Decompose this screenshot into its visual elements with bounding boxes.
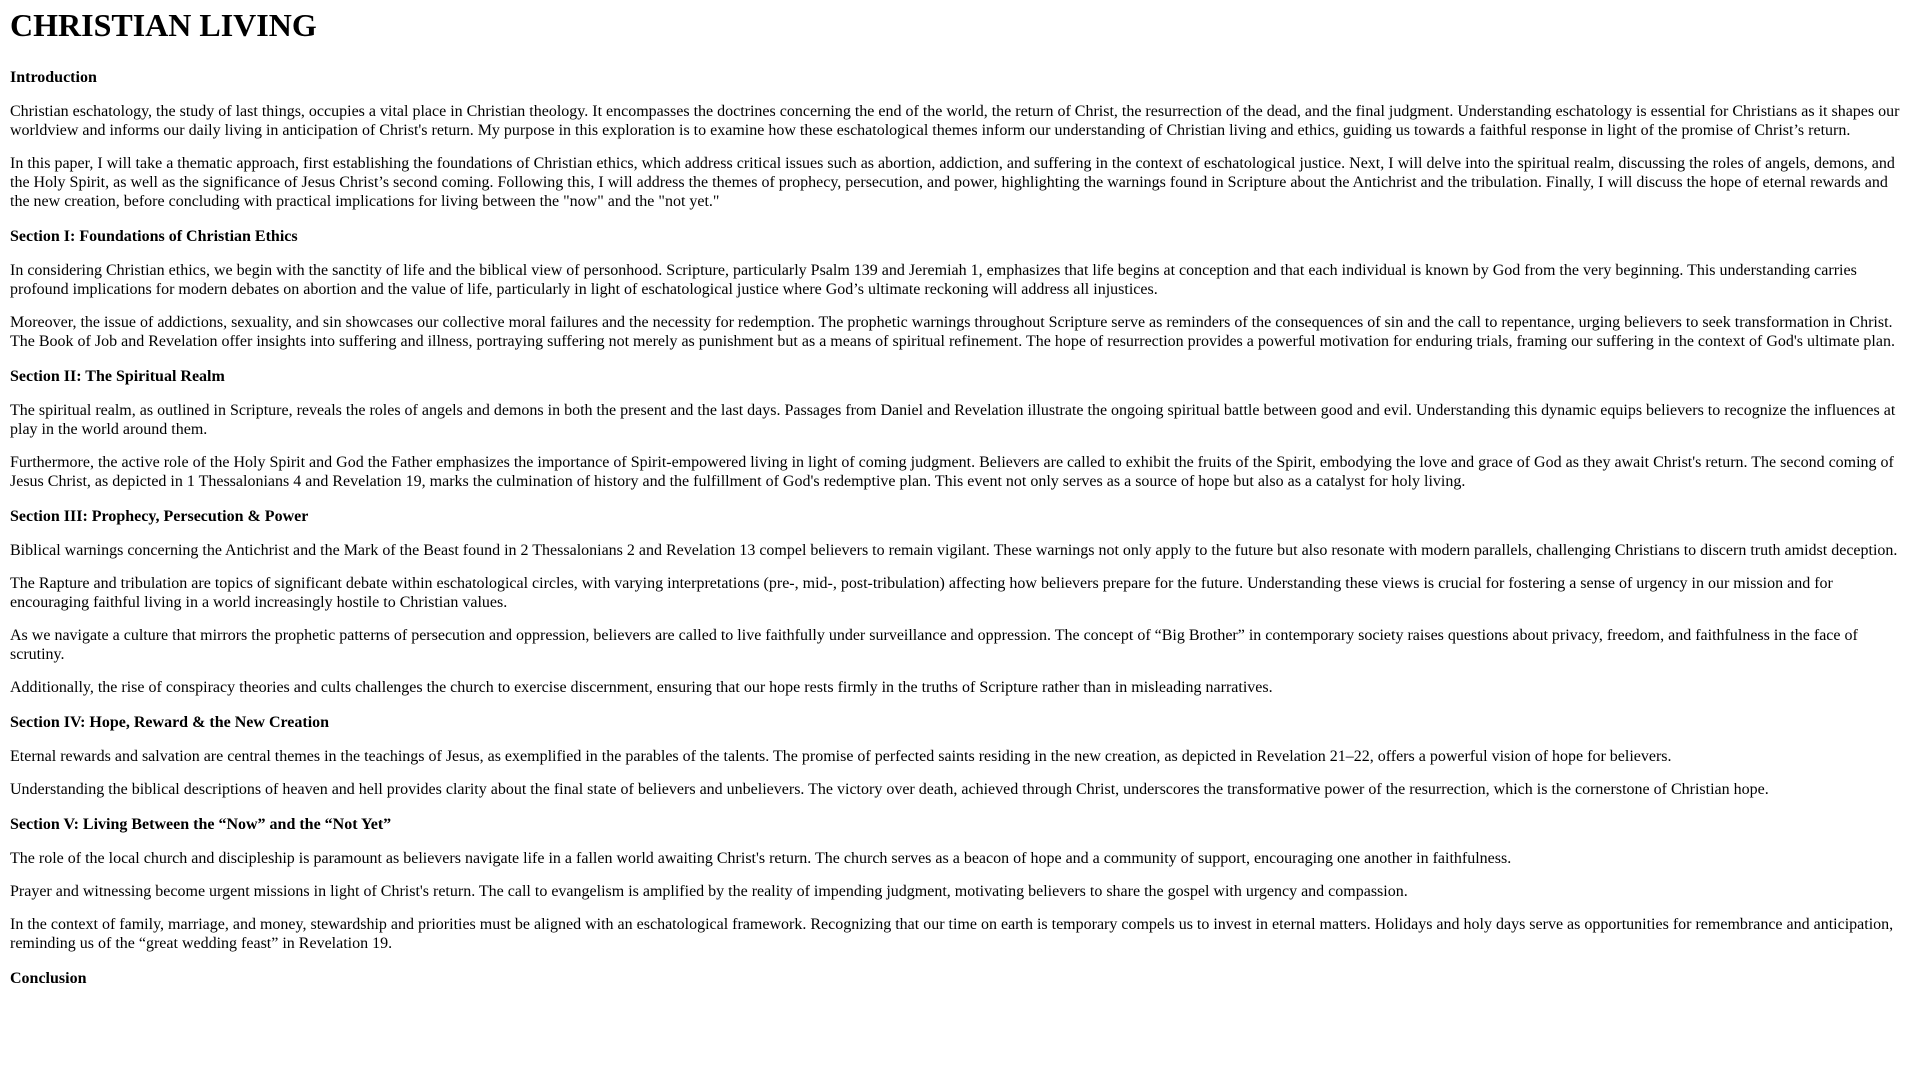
section-heading-introduction: Introduction [10,69,97,86]
paragraph: The spiritual realm, as outlined in Scripture, reveals the roles of angels and demons in both the present and the last days. Passages from Daniel and Revelation illustrate the ongoing spiritual battle between good and evil. Understanding this dynamic equips believers to recognize the influences at play in the world around them. [10,402,1896,438]
paragraph: In the context of family, marriage, and money, stewardship and priorities must be aligned with an eschatological framework. Recognizing that our time on earth is temporary compels us to invest in eternal matters. Holidays and holy days serve as opportunities for remembrance and anticipation, reminding us of the “great wedding feast” in Revelation 19. [10,916,1894,952]
paragraph: Moreover, the issue of addictions, sexuality, and sin showcases our collective moral failures and the necessity for redemption. The prophetic warnings throughout Scripture serve as reminders of the consequences of sin and the call to repentance, urging believers to seek transformation in Christ. The Book of Job and Revelation offer insights into suffering and illness, portraying suffering not merely as punishment but as a means of spiritual refinement. The hope of resurrection provides a powerful motivation for enduring trials, framing our suffering in the context of God's ultimate plan. [10,314,1895,350]
paragraph: The Rapture and tribulation are topics of significant debate within eschatological circles, with varying interpretations (pre-, mid-, post-tribulation) affecting how believers prepare for the future. Understanding these views is crucial for fostering a sense of urgency in our mission and for encouraging faithful living in a world increasingly hostile to Christian values. [10,575,1833,611]
paragraph: Prayer and witnessing become urgent missions in light of Christ's return. The call to evangelism is amplified by the reality of impending judgment, motivating believers to share the gospel with urgency and compassion. [10,883,1408,900]
paragraph: Understanding the biblical descriptions of heaven and hell provides clarity about the final state of believers and unbelievers. The victory over death, achieved through Christ, underscores the transformative power of the resurrection, which is the cornerstone of Christian hope. [10,781,1769,798]
paragraph: In considering Christian ethics, we begin with the sanctity of life and the biblical view of personhood. Scripture, particularly Psalm 139 and Jeremiah 1, emphasizes that life begins at conception and that each individual is known by God from the very beginning. This understanding carries profound implications for modern debates on abortion and the value of life, particularly in light of eschatological justice where God’s ultimate reckoning will address all injustices. [10,262,1857,298]
paragraph: Biblical warnings concerning the Antichrist and the Mark of the Beast found in 2 Thessalonians 2 and Revelation 13 compel believers to remain vigilant. These warnings not only apply to the future but also resonate with modern parallels, challenging Christians to discern truth amidst deception. [10,542,1898,559]
paragraph: Furthermore, the active role of the Holy Spirit and God the Father emphasizes the importance of Spirit-empowered living in light of coming judgment. Believers are called to exhibit the fruits of the Spirit, embodying the love and grace of God as they await Christ's return. The second coming of Jesus Christ, as depicted in 1 Thessalonians 4 and Revelation 19, marks the culmination of history and the fulfillment of God's redemptive plan. This event not only serves as a source of hope but also as a catalyst for holy living. [10,454,1894,490]
paragraph: In this paper, I will take a thematic approach, first establishing the foundations of Christian ethics, which address critical issues such as abortion, addiction, and suffering in the context of eschatological justice. Next, I will delve into the spiritual realm, discussing the roles of angels, demons, and the Holy Spirit, as well as the significance of Jesus Christ’s second coming. Following this, I will address the themes of prophecy, persecution, and power, highlighting the warnings found in Scripture about the Antichrist and the tribulation. Finally, I will discuss the hope of eternal rewards and the new creation, before concluding with practical implications for living between the "now" and the "not yet." [10,155,1895,210]
paragraph: As we navigate a culture that mirrors the prophetic patterns of persecution and oppression, believers are called to live faithfully under surveillance and oppression. The concept of “Big Brother” in contemporary society raises questions about privacy, freedom, and faithfulness in the face of scrutiny. [10,627,1858,663]
section-heading-4: Section IV: Hope, Reward & the New Creation [10,714,330,731]
paragraph: Eternal rewards and salvation are central themes in the teachings of Jesus, as exemplified in the parables of the talents. The promise of perfected saints residing in the new creation, as depicted in Revelation 21–22, offers a powerful vision of hope for believers. [10,748,1672,765]
section-heading-5: Section V: Living Between the “Now” and the “Not Yet” [10,816,392,833]
section-heading-3: Section III: Prophecy, Persecution & Power [10,508,309,525]
section-heading-conclusion: Conclusion [10,970,87,987]
paragraph: Additionally, the rise of conspiracy theories and cults challenges the church to exercise discernment, ensuring that our hope rests firmly in the truths of Scripture rather than in misleading narratives. [10,679,1273,696]
paragraph: Christian eschatology, the study of last things, occupies a vital place in Christian theology. It encompasses the doctrines concerning the end of the world, the return of Christ, the resurrection of the dead, and the final judgment. Understanding eschatology is essential for Christians as it shapes our worldview and informs our daily living in anticipation of Christ's return. My purpose in this exploration is to examine how these eschatological themes inform our understanding of Christian living and ethics, guiding us towards a faithful response in light of the promise of Christ’s return. [10,103,1900,139]
page-title: CHRISTIAN LIVING [10,7,317,43]
paragraph: The role of the local church and discipleship is paramount as believers navigate life in a fallen world awaiting Christ's return. The church serves as a beacon of hope and a community of support, encouraging one another in faithfulness. [10,850,1512,867]
section-heading-1: Section I: Foundations of Christian Ethics [10,228,298,245]
section-heading-2: Section II: The Spiritual Realm [10,368,225,385]
